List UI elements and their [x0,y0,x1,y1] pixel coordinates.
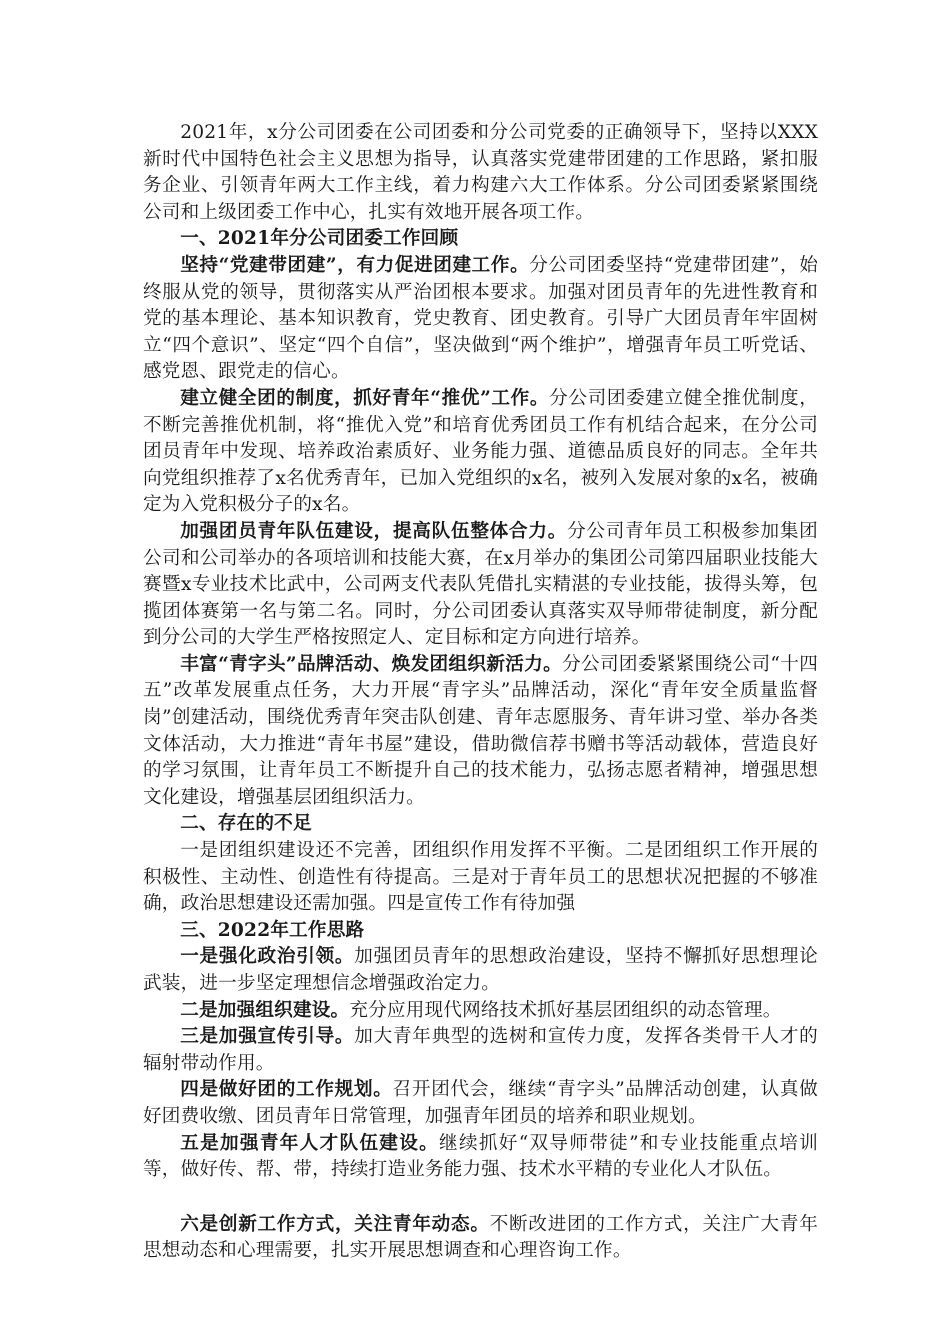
paragraph-plan-4 [143,1077,818,1130]
paragraph-plan-5 [143,1131,818,1184]
blank-line [143,1184,818,1212]
paragraph-lead: 丰富“青字头”品牌活动、焕发团组织新活力。 [180,653,563,675]
intro-paragraph: 2021年，x分公司团委在公司团委和分公司党委的正确领导下，坚持以XXX新时代中国特色社会主义思想为指导，认真落实党建带团建的工作思路，紧扣服务企业、引领青年两大工作主线，着力构建六大工作体系。分公司团委紧紧围绕公司和上级团委工作中心，扎实有效地开展各项工作。 [143,122,818,223]
paragraph-lead: 四是做好团的工作规划。 [180,1079,393,1101]
section-heading-plan: 三、2022年工作思路 [180,919,365,941]
paragraph-lead: 建立健全团的制度，抓好青年“推优”工作。 [180,387,550,409]
paragraph-text: 召开团代会，继续“青字头”品牌活动创建，认真做好团费收缴、团员青年日常管理，加强青年团员的培养和职业规划。 [143,1079,818,1127]
paragraph-text: 不断改进团的工作方式，关注广大青年思想动态和心理需要，扎实开展思想调查和心理咨询工作。 [143,1213,819,1262]
paragraph-text: 加大青年典型的选树和宣传力度，发挥各类骨干人才的辐射带动作用。 [143,1026,818,1074]
section-heading-shortcomings: 二、存在的不足 [180,813,312,835]
paragraph-lead: 三是加强宣传引导。 [180,1026,355,1048]
paragraph-text: 分公司团委紧紧围绕公司“十四五”改革发展重点任务，大力开展“青字头”品牌活动，深化“青年安全质量监督岗”创建活动，围绕优秀青年突击队创建、青年志愿服务、青年讲习堂、举办各类文体活动，大力推进“青年书屋”建设，借助微信荐书赠书等活动载体，营造良好的学习氛围，让青年员工不断提升自己的技术能力，弘扬志愿者精神，增强思想文化建设，增强基层团组织活力。 [143,653,818,808]
paragraph-lead: 一是强化政治引领。 [180,946,355,968]
paragraph-review-4 [143,652,818,812]
paragraph-lead: 六是创新工作方式，关注青年动态。 [180,1213,490,1235]
paragraph-text: 分公司团委建立健全推优制度，不断完善推优机制，将“推优入党”和培育优秀团员工作有机结合起来，在分公司团员青年中发现、培养政治素质好、业务能力强、道德品质良好的同志。全年共向党组织推荐了x名优秀青年，已加入党组织的x名，被列入发展对象的x名，被确定为入党积极分子的x名。 [143,387,818,516]
paragraph-shortcomings: 一是团组织建设还不完善，团组织作用发挥不平衡。二是团组织工作开展的积极性、主动性、创造性有待提高。三是对于青年员工的思想状况把握的不够准确，政治思想建设还需加强。四是宣传工作有待加强 [143,840,818,915]
section-heading-review: 一、2021年分公司团委工作回顾 [180,228,459,250]
paragraph-review-3 [143,519,818,652]
paragraph-review-1 [143,253,818,386]
paragraph-text: 分公司团委坚持“党建带团建”，始终服从党的领导，贯彻落实从严治团根本要求。加强对团员青年的先进性教育和党的基本理论、基本知识教育，党史教育、团史教育。引导广大团员青年牢固树立“四个意识”、坚定“四个自信”，坚决做到“两个维护”，增强青年员工听党话、感党恩、跟党走的信心。 [143,254,818,383]
paragraph-text: 充分应用现代网络技术抓好基层团组织的动态管理。 [349,999,782,1021]
paragraph-lead: 二是加强组织建设。 [180,999,350,1021]
paragraph-review-2 [143,386,818,519]
paragraph-plan-3 [143,1024,818,1077]
paragraph-lead: 加强团员青年队伍建设，提高队伍整体合力。 [180,520,568,542]
paragraph-text: 继续抓好“双导师带徒”和专业技能重点培训等，做好传、帮、带，持续打造业务能力强、技术水平精的专业化人才队伍。 [143,1132,818,1181]
paragraph-plan-1 [143,944,818,997]
paragraph-lead: 五是加强青年人才队伍建设。 [180,1132,440,1154]
paragraph-plan-2 [143,998,818,1025]
document-body [143,120,818,1265]
paragraph-plan-6 [143,1212,818,1265]
paragraph-lead: 坚持“党建带团建”，有力促进团建工作。 [180,254,530,276]
paragraph-text: 加强团员青年的思想政治建设，坚持不懈抓好思想理论武装，进一步坚定理想信念增强政治定力。 [143,946,818,994]
paragraph-text: 分公司青年员工积极参加集团公司和公司举办的各项培训和技能大赛，在x月举办的集团公司第四届职业技能大赛暨x专业技术比武中，公司两支代表队凭借扎实精湛的专业技能，拔得头筹，包揽团体赛第一名与第二名。同时，分公司团委认真落实双导师带徒制度，新分配到分公司的大学生严格按照定人、定目标和定方向进行培养。 [143,520,818,649]
